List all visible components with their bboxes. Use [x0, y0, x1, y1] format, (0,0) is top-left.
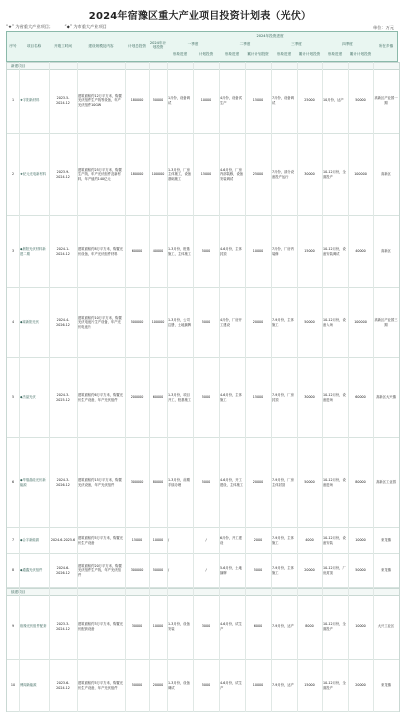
- table-row: [7, 554, 399, 588]
- cell-no: 7: [11, 538, 15, 543]
- cell-q2: 20000: [252, 320, 264, 325]
- cell-q2p: 4月份，厂房开工建设: [220, 318, 242, 327]
- cell-q1: /: [205, 568, 207, 573]
- cell-q1: 15000: [200, 172, 212, 177]
- cell-q3p: 7月份，部分设备投产运行: [272, 170, 294, 179]
- cell-loc: 高新区大兴镇: [376, 395, 396, 400]
- cell-y2024: 60000: [152, 395, 164, 400]
- cell-loc: 高新区: [381, 172, 391, 177]
- header-q3-amount: 累计计划投资: [298, 52, 321, 56]
- cell-loc: 来龙镇: [381, 568, 391, 573]
- cell-content: 建筑面积约6万平方米，购置光伏生产设备，年产光伏组件: [78, 393, 123, 402]
- column-divider: [271, 62, 272, 712]
- header-q2-amount: 累计计划投资: [247, 52, 269, 56]
- cell-q4p: 10月份，达产: [323, 98, 344, 103]
- cell-y2024: 100000: [151, 172, 165, 177]
- cell-q4: 10000: [355, 624, 366, 629]
- header-period: 开竣工时间: [54, 44, 72, 48]
- cell-period: 2023.5-2024.12: [56, 96, 70, 105]
- column-divider: [193, 62, 194, 712]
- cell-name: ★宇阳新材料: [20, 98, 40, 103]
- cell-y2024: 100000: [151, 320, 165, 325]
- cell-total: 180000: [130, 98, 144, 103]
- cell-q2: 10000: [252, 683, 264, 688]
- cell-q3: 30000: [304, 172, 315, 177]
- cell-q4: 20000: [355, 683, 366, 688]
- header-location: 所在乡镇: [378, 44, 394, 48]
- table-row: [7, 358, 399, 438]
- cell-q3p: 7月份，厂房内装修: [272, 247, 294, 256]
- cell-q4: 100000: [354, 172, 367, 177]
- cell-q2: 2000: [253, 538, 263, 543]
- table-row: [7, 660, 399, 712]
- header-q2: 二季度: [239, 42, 251, 46]
- cell-q3p: 7-9月份，达产: [272, 624, 294, 629]
- cell-name: ◆杰晶光伏: [20, 395, 36, 400]
- cell-q1p: 1-3月份，设备调试: [168, 681, 190, 690]
- cell-q1: 5000: [201, 249, 211, 254]
- cell-q4: 10000: [355, 538, 366, 543]
- cell-name: ◆赛新阳光伏: [20, 320, 40, 325]
- header-q1-progress: 形象进度: [172, 52, 188, 56]
- section-new-label: 新建项目: [11, 63, 26, 68]
- cell-no: 8: [11, 568, 15, 573]
- cell-q4: 50000: [355, 568, 366, 573]
- cell-q3p: 7月份，设备调试: [272, 96, 294, 105]
- column-divider: [149, 62, 150, 712]
- cell-period: 2024.4-2026.12: [56, 318, 70, 327]
- cell-q1p: 1-3月份，前期手续办理: [168, 478, 190, 487]
- cell-total: 60000: [131, 249, 143, 254]
- table-body: [6, 62, 400, 712]
- cell-q4p: 10-12月份，设备进场: [323, 393, 346, 402]
- unit-label: 单位：万元: [373, 25, 394, 30]
- cell-y2024: 50000: [152, 568, 164, 573]
- cell-q3: 30000: [304, 395, 315, 400]
- cell-q4p: 10-12月份，设备入场: [323, 318, 346, 327]
- cell-y2024: 80000: [152, 480, 164, 485]
- cell-total: 50000: [131, 683, 143, 688]
- cell-loc: 高新区工业园: [376, 480, 396, 485]
- cell-no: 9: [11, 624, 15, 629]
- column-divider: [167, 62, 168, 712]
- column-divider: [245, 62, 246, 712]
- cell-period: 2024.3-2026.12: [56, 478, 70, 487]
- column-divider: [297, 62, 298, 712]
- cell-q1p: /: [168, 568, 170, 573]
- section-continued-label: 续建项目: [11, 589, 26, 594]
- cell-q3: 4000: [305, 538, 314, 543]
- cell-q1p: 1月份，设备调试: [168, 96, 190, 105]
- header-no: 序号: [9, 44, 17, 48]
- table-row: [7, 288, 399, 358]
- cell-content: 建筑面积约12万平方米，购置光伏组件生产线等设备，年产光伏组件10GW: [78, 94, 122, 107]
- cell-no: 10: [10, 683, 16, 688]
- cell-q3: 8000: [305, 624, 314, 629]
- cell-q2p: 4-6月份，试生产: [220, 681, 242, 690]
- cell-period: 2024.6-2026.12: [56, 566, 70, 575]
- cell-period: 2024.1-2024.12: [56, 247, 70, 256]
- legend: [6, 24, 117, 30]
- header-q1: 一季度: [187, 42, 199, 46]
- cell-q1p: 1-3月份，桩基施工，主体施工: [168, 247, 192, 256]
- cell-period: 2024.6-2025.6: [50, 538, 76, 543]
- table-row: [7, 68, 399, 134]
- cell-q4: 100000: [354, 320, 367, 325]
- cell-q4p: 10-12月份，全面投产: [323, 170, 346, 179]
- cell-content: 建筑面积约8万平方米，购置光伏设备，年产光伏组件材料: [78, 247, 123, 256]
- table-row: [7, 594, 399, 660]
- column-divider: [77, 62, 78, 712]
- cell-no: 3: [11, 249, 15, 254]
- cell-content: 建筑面积约25万平方米，购置生产线，年产光伏组件及新材料，年产值约140亿元: [78, 168, 122, 181]
- cell-q1: 5000: [201, 683, 211, 688]
- cell-q3p: 7-9月份，主体施工: [272, 318, 294, 327]
- cell-no: 2: [11, 172, 15, 177]
- cell-period: 2023.6-2024.12: [56, 681, 70, 690]
- cell-name: ★纪元光电新材料: [20, 172, 47, 177]
- cell-q2p: 4-6月份，开工建设，主体施工: [220, 478, 244, 487]
- cell-y2024: 50000: [152, 98, 164, 103]
- cell-no: 4: [11, 320, 15, 325]
- column-divider: [125, 62, 126, 712]
- cell-q4: 40000: [355, 249, 366, 254]
- cell-q3: 15000: [304, 249, 315, 254]
- table-row: [7, 438, 399, 528]
- cell-q1: 10000: [200, 98, 212, 103]
- header-total: 计划总投资: [128, 44, 146, 48]
- cell-period: 2023.3-2024.12: [56, 622, 70, 631]
- cell-q4: 60000: [355, 395, 366, 400]
- cell-name: ◆华瑞晶硅光伏新能源: [20, 478, 46, 487]
- cell-q4p: 10-12月份，设备安装: [323, 536, 346, 545]
- cell-content: 建筑面积约20万平方米，购置光伏组件生产线，年产光伏组件: [78, 564, 122, 577]
- cell-period: 2023.9-2024.12: [56, 170, 70, 179]
- header-q3: 三季度: [291, 42, 302, 46]
- cell-q2: 10000: [252, 249, 264, 254]
- cell-q1: 5000: [201, 320, 211, 325]
- cell-q4: 80000: [355, 480, 366, 485]
- header-2024: 2024年计划投资: [149, 41, 167, 50]
- cell-loc: 高新区产业园三期: [374, 318, 398, 327]
- cell-name: ◆晨阳光伏材料新建二期: [20, 247, 46, 256]
- column-divider: [19, 62, 20, 712]
- table-row: [7, 134, 399, 216]
- cell-no: 6: [11, 480, 15, 485]
- cell-q3p: 7-9月份，厂房封顶: [272, 393, 294, 402]
- cell-y2024: 10000: [152, 624, 164, 629]
- cell-q2: 20000: [252, 480, 264, 485]
- cell-q1p: 1-3月份，项目开工，桩基施工: [168, 393, 192, 402]
- cell-q3: 25000: [304, 98, 315, 103]
- cell-y2024: 10000: [152, 538, 164, 543]
- header-group: 2024年投资进度: [256, 34, 284, 38]
- header-q4: 四季度: [342, 42, 353, 46]
- table-header: [6, 31, 398, 62]
- cell-q2p: 4-6月份，厂房内部装修，设备安装调试: [220, 168, 244, 181]
- table-row: [7, 528, 399, 554]
- header-q1-amount: 计划投资: [198, 52, 214, 56]
- cell-loc: 大兴工业区: [377, 624, 395, 629]
- cell-name: ◆合宇新能源: [20, 538, 40, 543]
- table-row: [7, 216, 399, 288]
- cell-q4p: 10-12月份，设备进场: [323, 478, 346, 487]
- cell-loc: 来龙镇: [381, 683, 391, 688]
- cell-loc: 高新区: [381, 249, 391, 254]
- cell-q2p: 4-6月份，主体施工: [220, 393, 242, 402]
- cell-q4p: 10-12月份，全面投产: [323, 622, 346, 631]
- cell-total: 15000: [131, 538, 143, 543]
- column-divider: [373, 62, 374, 712]
- cell-q2p: 4-6月份，主体封顶: [220, 247, 242, 256]
- cell-total: 30000: [131, 624, 143, 629]
- cell-content: 建筑面积约5万平方米，购置光伏生产设备，年产光伏组件: [78, 681, 123, 690]
- cell-q2: 15000: [252, 395, 264, 400]
- cell-q3p: 7-9月份，主体施工: [272, 536, 294, 545]
- cell-q1p: /: [168, 538, 170, 543]
- cell-q1: 3000: [201, 624, 211, 629]
- cell-no: 1: [11, 98, 15, 103]
- cell-total: 300000: [130, 568, 144, 573]
- cell-q2p: 6月份，开工建设: [220, 536, 242, 545]
- column-divider: [219, 62, 220, 712]
- cell-q3: 15000: [304, 683, 315, 688]
- cell-q2: 15000: [252, 98, 264, 103]
- cell-q1: /: [205, 538, 207, 543]
- header-q4-amount: 累计计划投资: [349, 52, 372, 56]
- cell-content: 建筑面积约3万平方米，购置光伏配套设备: [78, 622, 123, 631]
- cell-q3p: 7-9月份，达产: [272, 683, 294, 688]
- header-q3-progress: 形象进度: [276, 52, 292, 56]
- cell-q3p: 7-9月份，主体施工: [272, 566, 294, 575]
- cell-q1p: 1-3月份，公司注册，土地摘牌: [168, 318, 192, 327]
- cell-content: 建筑面积约15万平方米，购置光伏设备，年产光伏组件: [78, 478, 122, 487]
- cell-q2: 5000: [253, 568, 263, 573]
- cell-q2p: 4月份，设备试生产: [220, 96, 242, 105]
- cell-q4p: 10-12月份，全面投产: [323, 681, 346, 690]
- cell-q4p: 10-12月份，设备安装调试: [323, 247, 346, 256]
- cell-total: 200000: [130, 395, 144, 400]
- cell-q3: 50000: [304, 480, 315, 485]
- cell-q3: 20000: [304, 568, 315, 573]
- cell-q2: 25000: [252, 172, 264, 177]
- column-divider: [49, 62, 50, 712]
- cell-q3: 50000: [304, 320, 315, 325]
- cell-q2: 6000: [253, 624, 263, 629]
- cell-period: 2024.3-2025.12: [56, 393, 70, 402]
- cell-q1p: 1-3月份，厂房主体施工，设备基础施工: [168, 168, 192, 181]
- cell-q1p: 1-3月份，设备安装: [168, 622, 190, 631]
- cell-q3p: 7-9月份，厂房主体封顶: [272, 478, 294, 487]
- cell-content: 建筑面积约10万平方米，购置光伏电池片生产设备，年产光伏电池片: [78, 316, 122, 329]
- cell-q2p: 4-6月份，试生产: [220, 622, 242, 631]
- cell-name: 宿豫光伏组件配套: [20, 624, 47, 629]
- cell-y2024: 20000: [152, 683, 164, 688]
- cell-q4p: 10-12月份，厂房封顶: [323, 566, 346, 575]
- cell-total: 300000: [130, 480, 144, 485]
- page-title: 2024年宿豫区重大产业项目投资计划表（光伏）: [88, 11, 312, 22]
- cell-total: 180000: [130, 172, 144, 177]
- header-name: 项目名称: [26, 44, 42, 48]
- legend-provincial: “★” 为省重大产业项目；: [6, 24, 54, 29]
- cell-name: ◆通鑫光伏组件: [20, 568, 43, 573]
- cell-loc: 高新区产业园一期: [374, 96, 398, 105]
- cell-no: 5: [11, 395, 15, 400]
- cell-q2p: 5-6月份，土地摘牌: [220, 566, 242, 575]
- legend-municipal: “◆” 为市重大产业项目: [64, 24, 107, 29]
- cell-content: 建筑面积约5万平方米，购置光伏生产设备: [78, 536, 123, 545]
- cell-q1: 5000: [201, 480, 211, 485]
- cell-loc: 来龙镇: [381, 538, 391, 543]
- cell-name: 博闻新能源: [20, 683, 37, 688]
- column-divider: [322, 62, 323, 712]
- cell-total: 500000: [130, 320, 144, 325]
- cell-q4: 50000: [355, 98, 366, 103]
- cell-y2024: 40000: [152, 249, 164, 254]
- header-q4-progress: 形象进度: [327, 52, 343, 56]
- column-divider: [348, 62, 349, 712]
- cell-q1: 5000: [201, 395, 211, 400]
- header-content: 建设规模及内容: [88, 44, 114, 48]
- header-q2-progress: 形象进度: [224, 52, 240, 56]
